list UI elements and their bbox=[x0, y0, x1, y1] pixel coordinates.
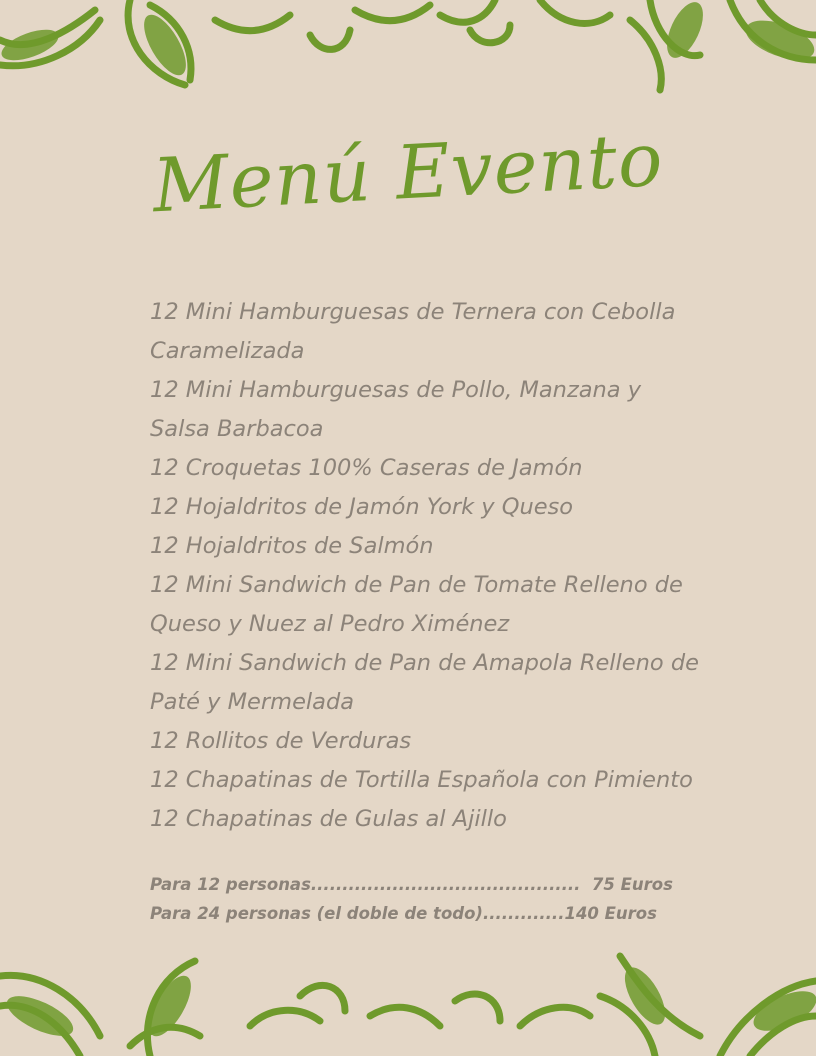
menu-line: 12 Rollitos de Verduras bbox=[150, 728, 412, 754]
price-list bbox=[150, 870, 710, 928]
menu-line: 12 Mini Sandwich de Pan de Amapola Relleno de bbox=[150, 650, 699, 676]
menu-line: 12 Croquetas 100% Caseras de Jamón bbox=[150, 455, 583, 481]
menu-line: 12 Mini Hamburguesas de Ternera con Cebolla bbox=[150, 299, 676, 325]
page-title: Menú Evento bbox=[150, 116, 666, 230]
menu-line: 12 Chapatinas de Gulas al Ajillo bbox=[150, 806, 507, 832]
menu-line: 12 Chapatinas de Tortilla Española con Pimiento bbox=[150, 767, 693, 793]
menu-line: Salsa Barbacoa bbox=[150, 416, 324, 442]
menu-list bbox=[150, 293, 710, 839]
bottom-leaf-border bbox=[0, 946, 816, 1056]
menu-line: Queso y Nuez al Pedro Ximénez bbox=[150, 611, 510, 637]
menu-line: 12 Mini Hamburguesas de Pollo, Manzana y bbox=[150, 377, 642, 403]
menu-line: 12 Hojaldritos de Jamón York y Queso bbox=[150, 494, 574, 520]
menu-line: 12 Hojaldritos de Salmón bbox=[150, 533, 434, 559]
price-24-personas: Para 24 personas (el doble de todo).............140 Euros bbox=[150, 904, 657, 923]
menu-line: Paté y Mermelada bbox=[150, 689, 355, 715]
menu-line: 12 Mini Sandwich de Pan de Tomate Relleno de bbox=[150, 572, 683, 598]
top-leaf-border bbox=[0, 0, 816, 100]
price-12-personas: Para 12 personas........................................... 75 Euros bbox=[150, 875, 673, 894]
menu-line: Caramelizada bbox=[150, 338, 305, 364]
